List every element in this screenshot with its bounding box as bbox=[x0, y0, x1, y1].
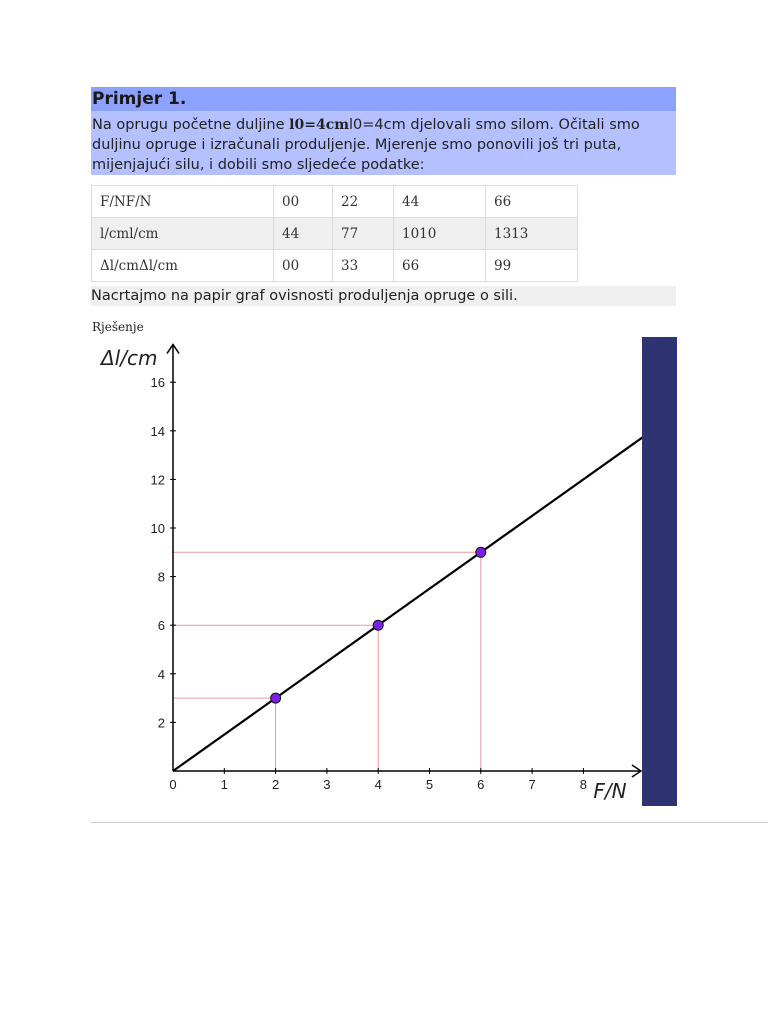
y-tick-label: 10 bbox=[150, 521, 165, 536]
table-cell: F/NF/N bbox=[92, 186, 274, 218]
intro-math-plain: l0=4cm bbox=[349, 117, 406, 133]
table-cell: 44 bbox=[394, 186, 486, 218]
example-intro bbox=[91, 111, 676, 175]
table-cell: 22 bbox=[333, 186, 394, 218]
x-axis-label: F/N bbox=[593, 779, 627, 803]
y-tick-label: 12 bbox=[150, 472, 165, 488]
x-tick-label: 5 bbox=[425, 777, 434, 792]
y-tick-label: 8 bbox=[157, 569, 165, 585]
intro-math-formula: l0=4cm bbox=[289, 117, 350, 133]
table-cell: 00 bbox=[274, 250, 333, 282]
intro-text-start: Na oprugu početne duljine bbox=[92, 117, 290, 133]
table-cell: 1010 bbox=[394, 218, 486, 250]
table-cell: 66 bbox=[486, 186, 578, 218]
x-tick-label: 8 bbox=[579, 777, 588, 792]
y-tick-label: 6 bbox=[157, 618, 165, 634]
divider bbox=[91, 822, 768, 823]
y-tick-label: 2 bbox=[157, 715, 165, 731]
table-cell: 66 bbox=[394, 250, 486, 282]
table-cell: Δl/cmΔl/cm bbox=[92, 250, 274, 282]
y-tick-label: 14 bbox=[150, 423, 165, 439]
table-cell: 00 bbox=[274, 186, 333, 218]
table-row bbox=[92, 186, 578, 218]
y-axis-label: Δl/cm bbox=[101, 346, 158, 370]
y-tick-label: 4 bbox=[157, 666, 165, 682]
table-cell: 1313 bbox=[486, 218, 578, 250]
data-point bbox=[373, 620, 383, 630]
series-line bbox=[173, 436, 645, 771]
data-point bbox=[476, 547, 486, 557]
example-title: Primjer 1. bbox=[91, 87, 676, 111]
measurement-table bbox=[91, 185, 578, 282]
x-tick-label: 0 bbox=[169, 777, 177, 792]
force-extension-graph bbox=[91, 334, 677, 806]
table-cell: l/cml/cm bbox=[92, 218, 274, 250]
table-cell: 33 bbox=[333, 250, 394, 282]
table-cell: 77 bbox=[333, 218, 394, 250]
data-point bbox=[271, 693, 281, 703]
intro-text-end: djelovali smo silom. Očitali smo duljinu opruge i izračunali produljenje. Mjerenje smo ponovili još tri puta, mijenjajući silu, i dobili smo sljedeće podatke: bbox=[92, 117, 640, 173]
x-tick-label: 3 bbox=[323, 777, 331, 792]
solution-label: Rješenje bbox=[92, 320, 144, 334]
table-row bbox=[92, 218, 578, 250]
table-cell: 44 bbox=[274, 218, 333, 250]
x-tick-label: 4 bbox=[374, 777, 382, 792]
instruction-note: Nacrtajmo na papir graf ovisnosti produljenja opruge o sili. bbox=[91, 286, 676, 306]
side-bar bbox=[642, 337, 677, 806]
x-tick-label: 6 bbox=[477, 777, 485, 792]
x-tick-label: 1 bbox=[220, 777, 228, 792]
x-tick-label: 2 bbox=[271, 777, 280, 792]
table-row bbox=[92, 250, 578, 282]
y-tick-label: 16 bbox=[150, 375, 165, 391]
table-cell: 99 bbox=[486, 250, 578, 282]
x-tick-label: 7 bbox=[528, 777, 536, 792]
